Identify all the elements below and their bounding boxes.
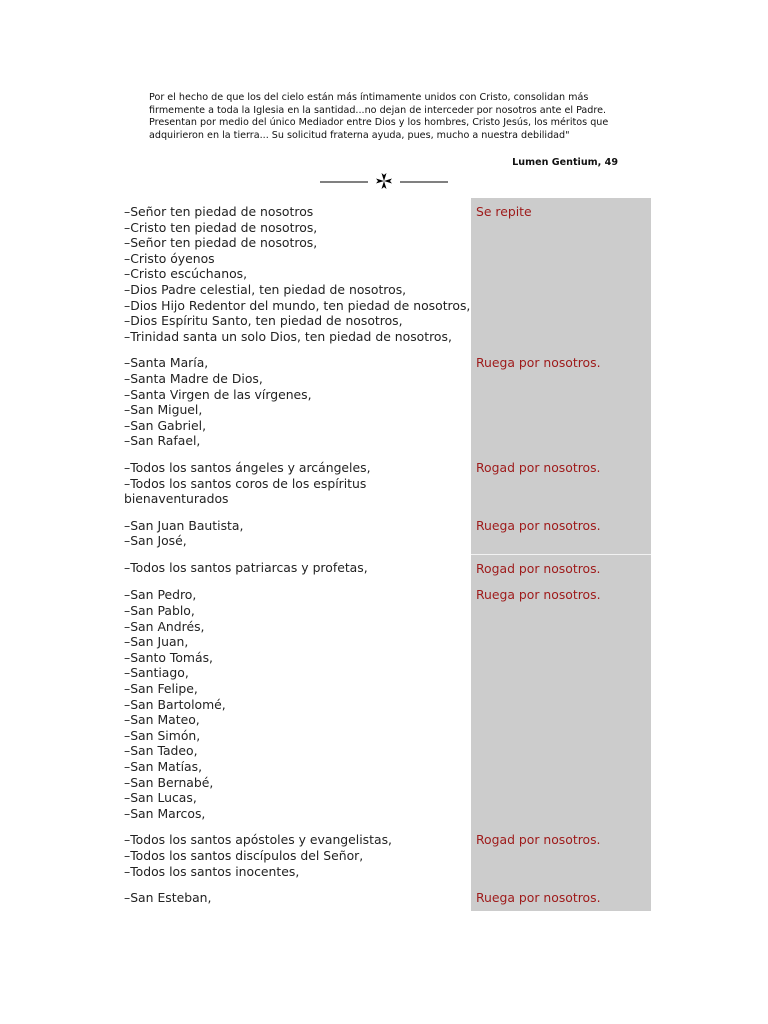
invocation-line: –Dios Espíritu Santo, ten piedad de nosotros,	[124, 313, 403, 329]
invocation-line: –San Simón,	[124, 727, 201, 743]
litany-row	[118, 554, 651, 582]
invocation-line: –San Mateo,	[124, 712, 200, 728]
invocation-line: –Santa María,	[124, 355, 209, 371]
invocation-line: –Todos los santos discípulos del Señor,	[124, 847, 364, 863]
intro-quote	[149, 92, 619, 142]
response-cell: Ruega por nosotros.	[471, 349, 651, 454]
response-cell: Ruega por nosotros.	[471, 884, 651, 911]
invocation-line: –San Pedro,	[124, 587, 197, 603]
invocations-cell	[118, 454, 471, 512]
invocations-cell	[118, 512, 471, 554]
invocation-line: –San Bartolomé,	[124, 696, 226, 712]
litany-row	[118, 198, 651, 349]
invocation-line: –San Lucas,	[124, 790, 197, 806]
invocation-line: –San Esteban,	[124, 890, 212, 906]
invocations-cell	[118, 826, 471, 884]
invocation-line: –Todos los santos patriarcas y profetas,	[124, 559, 368, 575]
invocation-line: –Señor ten piedad de nosotros,	[124, 235, 318, 251]
invocation-line: –Santa Virgen de las vírgenes,	[124, 386, 312, 402]
quote-line: Por el hecho de que los del cielo están más íntimamente unidos con Cristo, consolidan más	[149, 92, 589, 103]
invocation-line: –San Tadeo,	[124, 743, 198, 759]
response-cell: Rogad por nosotros.	[471, 554, 651, 582]
quote-line: firmemente a toda la Iglesia en la santidad...no dejan de interceder por nosotros ante el Padre.	[149, 104, 607, 116]
invocation-line: –Todos los santos inocentes,	[124, 863, 300, 879]
invocations-cell	[118, 884, 471, 911]
litany-row	[118, 884, 651, 911]
invocation-line: –Todos los santos apóstoles y evangelistas,	[124, 832, 392, 848]
invocation-line: –Cristo escúchanos,	[124, 266, 248, 282]
invocation-line: –San Juan Bautista,	[124, 517, 244, 533]
response-cell: Ruega por nosotros.	[471, 581, 651, 826]
invocation-line: –Dios Hijo Redentor del mundo, ten piedad de nosotros,	[124, 297, 471, 313]
invocation-line: –San Matías,	[124, 759, 203, 774]
invocation-line: –Dios Padre celestial, ten piedad de nosotros,	[124, 281, 407, 297]
quote-line: Presentan por medio del único Mediador entre Dios y los hombres, Cristo Jesús, los méritos que	[149, 117, 609, 128]
invocation-line: –San Juan,	[124, 634, 189, 650]
litany-row	[118, 826, 651, 884]
invocation-line: –Señor ten piedad de nosotros	[124, 204, 314, 219]
quote-line: adquirieron en la tierra... Su solicitud fraterna ayuda, pues, mucho a nuestra debilidad"	[149, 129, 570, 141]
invocation-line: –San Pablo,	[124, 603, 195, 619]
invocations-cell	[118, 349, 471, 454]
litany-table	[118, 198, 651, 911]
invocation-line: –San Gabriel,	[124, 417, 207, 433]
invocation-line: –Todos los santos ángeles y arcángeles,	[124, 459, 371, 475]
response-cell: Rogad por nosotros.	[471, 826, 651, 884]
cross-ornament-icon	[318, 171, 450, 191]
invocation-line: –Trinidad santa un solo Dios, ten piedad de nosotros,	[124, 328, 452, 344]
invocation-line: –San José,	[124, 533, 187, 549]
invocation-line: –San Rafael,	[124, 433, 201, 449]
invocation-line: –San Bernabé,	[124, 774, 214, 790]
response-cell: Ruega por nosotros.	[471, 512, 651, 554]
invocation-line: –Cristo óyenos	[124, 250, 215, 266]
invocation-line: –San Felipe,	[124, 681, 198, 697]
invocation-line: –Todos los santos coros de los espíritus bienaventurados	[124, 475, 367, 507]
invocation-line: –San Miguel,	[124, 402, 203, 418]
litany-row	[118, 581, 651, 826]
invocation-line: –Santiago,	[124, 665, 189, 681]
response-cell: Rogad por nosotros.	[471, 454, 651, 512]
quote-citation: Lumen Gentium, 49	[512, 157, 618, 168]
litany-row	[118, 349, 651, 454]
invocations-cell	[118, 581, 471, 826]
invocation-line: –San Marcos,	[124, 805, 206, 821]
litany-row	[118, 512, 651, 554]
invocation-line: –San Andrés,	[124, 618, 205, 634]
invocations-cell	[118, 198, 471, 349]
response-cell: Se repite	[471, 198, 651, 349]
invocation-line: –Santo Tomás,	[124, 649, 213, 665]
litany-row	[118, 454, 651, 512]
invocation-line: –Santa Madre de Dios,	[124, 370, 263, 386]
invocation-line: –Cristo ten piedad de nosotros,	[124, 219, 318, 235]
invocations-cell	[118, 554, 471, 582]
